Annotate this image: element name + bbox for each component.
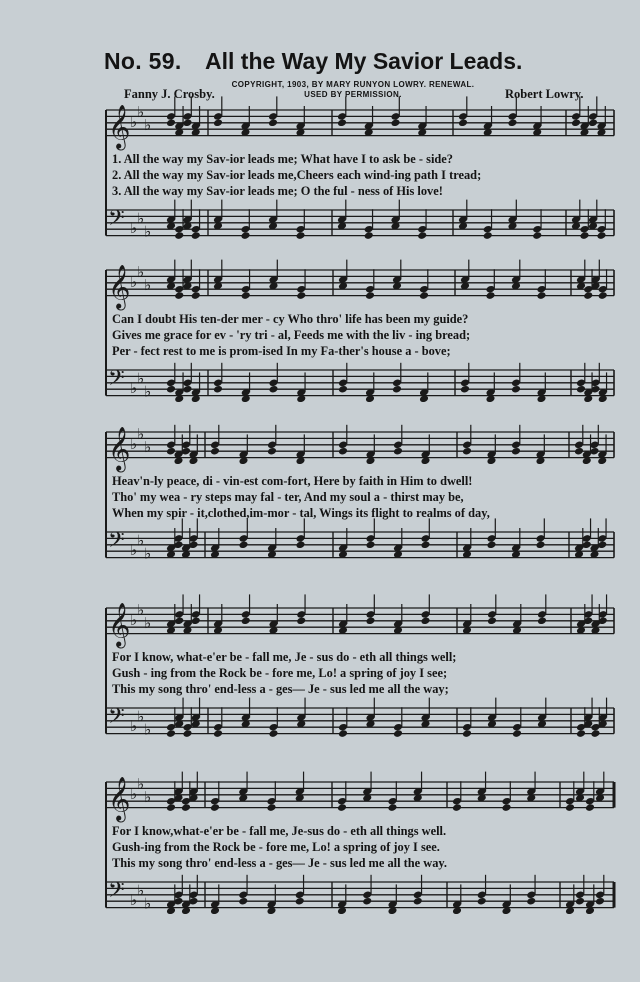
note-head (268, 118, 278, 127)
lyric-line: Gush - ing from the Rock be - fore me, Lo! a spring of joy I see; (112, 666, 448, 680)
note-head (393, 447, 403, 456)
bass-clef-icon: 𝄢 (108, 528, 125, 559)
note-head (583, 291, 593, 300)
note-head (181, 803, 191, 812)
note-head (590, 729, 600, 738)
note-head (210, 803, 220, 812)
note-head (419, 291, 429, 300)
note-head (295, 231, 305, 240)
note-head (240, 231, 250, 240)
note-head (576, 729, 586, 738)
lyric-line: This my song thro' end-less a - ges— Je - sus led me all the way. (112, 856, 448, 870)
note-head (210, 447, 220, 456)
flat-sign-icon: ♭ (137, 209, 145, 228)
lyric-line: Gives me grace for ev - 'ry tri - al, Feeds me with the liv - ing bread; (112, 328, 471, 342)
treble-clef-icon: 𝄞 (108, 426, 131, 471)
note-head (598, 291, 608, 300)
note-head (166, 729, 176, 738)
note-head (511, 385, 521, 394)
note-head (390, 118, 400, 127)
note-head (420, 540, 430, 549)
note-head (296, 291, 306, 300)
bass-clef-icon: 𝄢 (108, 704, 125, 735)
flat-sign-icon: ♭ (144, 222, 152, 241)
note-head (174, 616, 184, 625)
note-head (295, 897, 305, 906)
lyric-line: Gush-ing from the Rock be - fore me, Lo! a spring of joy I see. (112, 840, 440, 854)
note-head (535, 540, 545, 549)
flat-sign-icon: ♭ (137, 263, 145, 282)
bass-clef-icon: 𝄢 (108, 366, 125, 397)
flat-sign-icon: ♭ (144, 720, 152, 739)
note-head (296, 616, 306, 625)
note-head (182, 385, 192, 394)
note-head (268, 729, 278, 738)
note-head (507, 118, 517, 127)
flat-sign-icon: ♭ (144, 614, 152, 632)
note-head (565, 803, 575, 812)
hymn-number: No. 59. (104, 48, 182, 74)
note-head (364, 231, 374, 240)
note-head (268, 385, 278, 394)
flat-sign-icon: ♭ (144, 788, 152, 806)
flat-sign-icon: ♭ (144, 438, 152, 456)
lyricist: Fanny J. Crosby. (124, 87, 215, 101)
flat-sign-icon: ♭ (144, 544, 152, 563)
note-head (213, 385, 223, 394)
note-head (266, 803, 276, 812)
lyric-line: When my spir - it,clothed,im-mor - tal, Wings its flight to realms of day, (112, 506, 490, 520)
note-head (166, 447, 176, 456)
note-head (595, 897, 605, 906)
note-head (166, 118, 176, 127)
flat-sign-icon: ♭ (130, 379, 138, 398)
flat-sign-icon: ♭ (130, 610, 138, 629)
note-head (452, 803, 462, 812)
flat-sign-icon: ♭ (130, 717, 138, 736)
note-head (487, 616, 497, 625)
note-head (182, 118, 192, 127)
note-head (241, 291, 251, 300)
flat-sign-icon: ♭ (137, 775, 145, 794)
note-head (191, 231, 201, 240)
lyric-line: For I know,what-e'er be - fall me, Je-sus do - eth all things well. (112, 824, 447, 838)
note-head (420, 616, 430, 625)
flat-sign-icon: ♭ (144, 382, 152, 401)
note-head (483, 231, 493, 240)
lyric-line: Tho' my wea - ry steps may fal - ter, And my soul a - thirst may be, (112, 490, 464, 504)
note-head (365, 291, 375, 300)
note-head (574, 447, 584, 456)
note-head (585, 803, 595, 812)
note-head (458, 118, 468, 127)
flat-sign-icon: ♭ (137, 601, 145, 620)
flat-sign-icon: ♭ (144, 116, 152, 134)
note-head (365, 540, 375, 549)
note-head (241, 616, 251, 625)
note-head (392, 385, 402, 394)
note-head (571, 118, 581, 127)
note-head (338, 729, 348, 738)
lyric-line: Per - fect rest to me is prom-ised In my Fa-ther's house a - bove; (112, 344, 451, 358)
treble-clef-icon: 𝄞 (108, 264, 131, 309)
note-head (213, 118, 223, 127)
note-head (477, 897, 487, 906)
note-head (596, 231, 606, 240)
note-head (166, 385, 176, 394)
flat-sign-icon: ♭ (130, 112, 138, 131)
flat-sign-icon: ♭ (130, 219, 138, 238)
note-head (338, 447, 348, 456)
note-head (174, 291, 184, 300)
note-head (536, 291, 546, 300)
note-head (511, 447, 521, 456)
flat-sign-icon: ♭ (130, 784, 138, 803)
lyric-line: For I know, what-e'er be - fall me, Je - sus do - eth all things well; (112, 650, 457, 664)
treble-clef-icon: 𝄞 (108, 776, 131, 821)
note-head (485, 291, 495, 300)
treble-clef-icon: 𝄞 (108, 602, 131, 647)
flat-sign-icon: ♭ (130, 434, 138, 453)
note-head (238, 897, 248, 906)
note-head (579, 231, 589, 240)
note-head (213, 729, 223, 738)
note-head (338, 385, 348, 394)
note-head (413, 897, 423, 906)
flat-sign-icon: ♭ (130, 891, 138, 910)
note-head (460, 385, 470, 394)
lyric-line: 2. All the way my Sav-ior leads me,Cheers each wind-ing path I tread; (112, 168, 482, 182)
lyric-line: 3. All the way my Sav-ior leads me; O the ful - ness of His love! (112, 184, 443, 198)
flat-sign-icon: ♭ (130, 272, 138, 291)
copyright-line-2: USED BY PERMISSION. (304, 90, 402, 99)
composer: Robert Lowry. (505, 87, 584, 101)
flat-sign-icon: ♭ (144, 894, 152, 913)
note-head (462, 729, 472, 738)
lyric-line: 1. All the way my Sav-ior leads me; What have I to ask be - side? (112, 152, 453, 166)
note-head (588, 118, 598, 127)
flat-sign-icon: ♭ (137, 881, 145, 900)
note-head (462, 447, 472, 456)
note-head (575, 897, 585, 906)
flat-sign-icon: ♭ (137, 707, 145, 726)
lyric-line: This my song thro' end-less a - ges— Je - sus led me all the way; (112, 682, 449, 696)
note-head (526, 897, 536, 906)
flat-sign-icon: ♭ (137, 425, 145, 444)
hymn-title: All the Way My Savior Leads. (205, 48, 523, 74)
flat-sign-icon: ♭ (137, 103, 145, 122)
note-head (267, 447, 277, 456)
flat-sign-icon: ♭ (137, 531, 145, 550)
bass-clef-icon: 𝄢 (108, 206, 125, 237)
note-head (365, 616, 375, 625)
flat-sign-icon: ♭ (137, 369, 145, 388)
note-head (238, 540, 248, 549)
note-head (174, 231, 184, 240)
lyric-line: Heav'n-ly peace, di - vin-est com-fort, Here by faith in Him to dwell! (112, 474, 473, 488)
note-head (337, 118, 347, 127)
note-head (387, 803, 397, 812)
note-head (417, 231, 427, 240)
note-head (295, 540, 305, 549)
note-head (486, 540, 496, 549)
note-head (393, 729, 403, 738)
copyright-line-1: COPYRIGHT, 1903, BY MARY RUNYON LOWRY. RENEWAL. (231, 80, 475, 89)
note-head (512, 729, 522, 738)
note-head (537, 616, 547, 625)
note-head (362, 897, 372, 906)
note-head (182, 729, 192, 738)
flat-sign-icon: ♭ (144, 276, 152, 294)
flat-sign-icon: ♭ (130, 541, 138, 560)
note-head (532, 231, 542, 240)
note-head (191, 291, 201, 300)
note-head (166, 803, 176, 812)
treble-clef-icon: 𝄞 (108, 104, 131, 149)
lyric-line: Can I doubt His ten-der mer - cy Who thro' life has been my guide? (112, 312, 469, 326)
note-head (501, 803, 511, 812)
bass-clef-icon: 𝄢 (108, 878, 125, 909)
note-head (191, 616, 201, 625)
note-head (337, 803, 347, 812)
